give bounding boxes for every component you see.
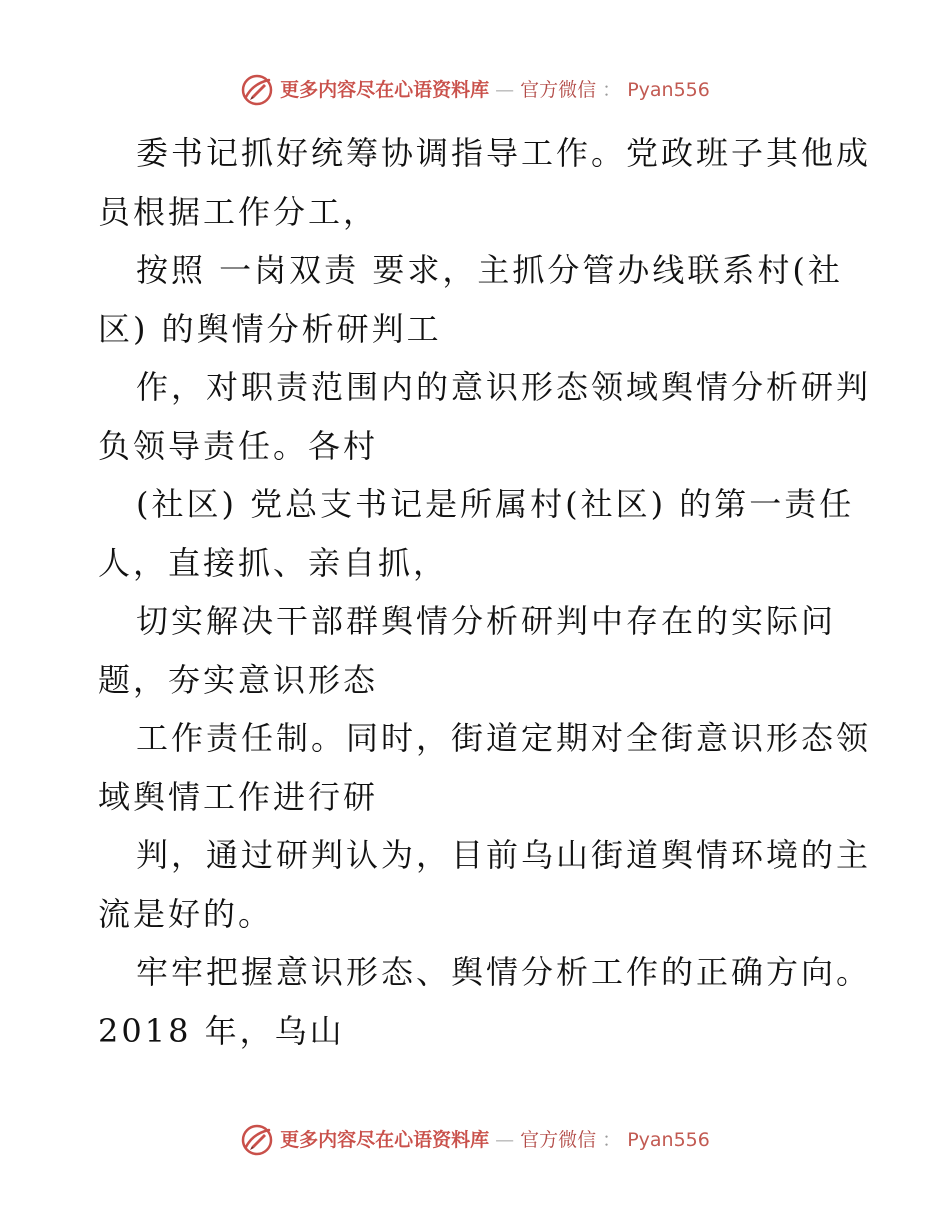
text-line: (社区) 党总支书记是所属村(社区) 的第一责任: [136, 485, 855, 523]
text-line: 流是好的。: [98, 894, 274, 933]
watermark-main-text: 更多内容尽在心语资料库: [280, 78, 490, 101]
text-line: 题，夯实意识形态: [98, 660, 379, 699]
watermark-wechat-id: Pyan556: [627, 78, 710, 101]
watermark-separator: —: [495, 78, 515, 101]
text-line: 域舆情工作进行研: [98, 777, 379, 816]
text-line: 2018 年，乌山: [98, 1011, 345, 1050]
watermark-main-text: 更多内容尽在心语资料库: [280, 1128, 490, 1151]
watermark-colon: ：: [602, 1128, 622, 1151]
text-line: 负领导责任。各村: [98, 426, 379, 465]
document-body: [98, 124, 872, 1060]
text-line: 区) 的舆情分析研判工: [98, 309, 442, 348]
header-watermark: [0, 70, 950, 110]
watermark-sub-text: 官方微信: [520, 1128, 597, 1151]
text-line: 工作责任制。同时，街道定期对全街意识形态领: [136, 719, 872, 757]
pen-logo-icon: [240, 1123, 274, 1157]
watermark-separator: —: [495, 1128, 515, 1151]
footer-watermark: [0, 1120, 950, 1160]
text-line: 员根据工作分工，: [98, 192, 379, 231]
pen-logo-icon: [240, 73, 274, 107]
text-line: 人，直接抓、亲自抓，: [98, 543, 449, 582]
watermark-sub-text: 官方微信: [520, 78, 597, 101]
text-line: 委书记抓好统筹协调指导工作。党政班子其他成: [136, 134, 872, 172]
watermark-colon: ：: [602, 78, 622, 101]
text-line: 按照 一岗双责 要求，主抓分管办线联系村(社: [136, 251, 843, 289]
text-line: 作，对职责范围内的意识形态领域舆情分析研判: [136, 368, 872, 406]
text-line: 切实解决干部群舆情分析研判中存在的实际问: [136, 602, 837, 640]
text-line: 牢牢把握意识形态、舆情分析工作的正确方向。: [136, 953, 872, 991]
text-line: 判，通过研判认为，目前乌山街道舆情环境的主: [136, 836, 872, 874]
watermark-wechat-id: Pyan556: [627, 1128, 710, 1151]
